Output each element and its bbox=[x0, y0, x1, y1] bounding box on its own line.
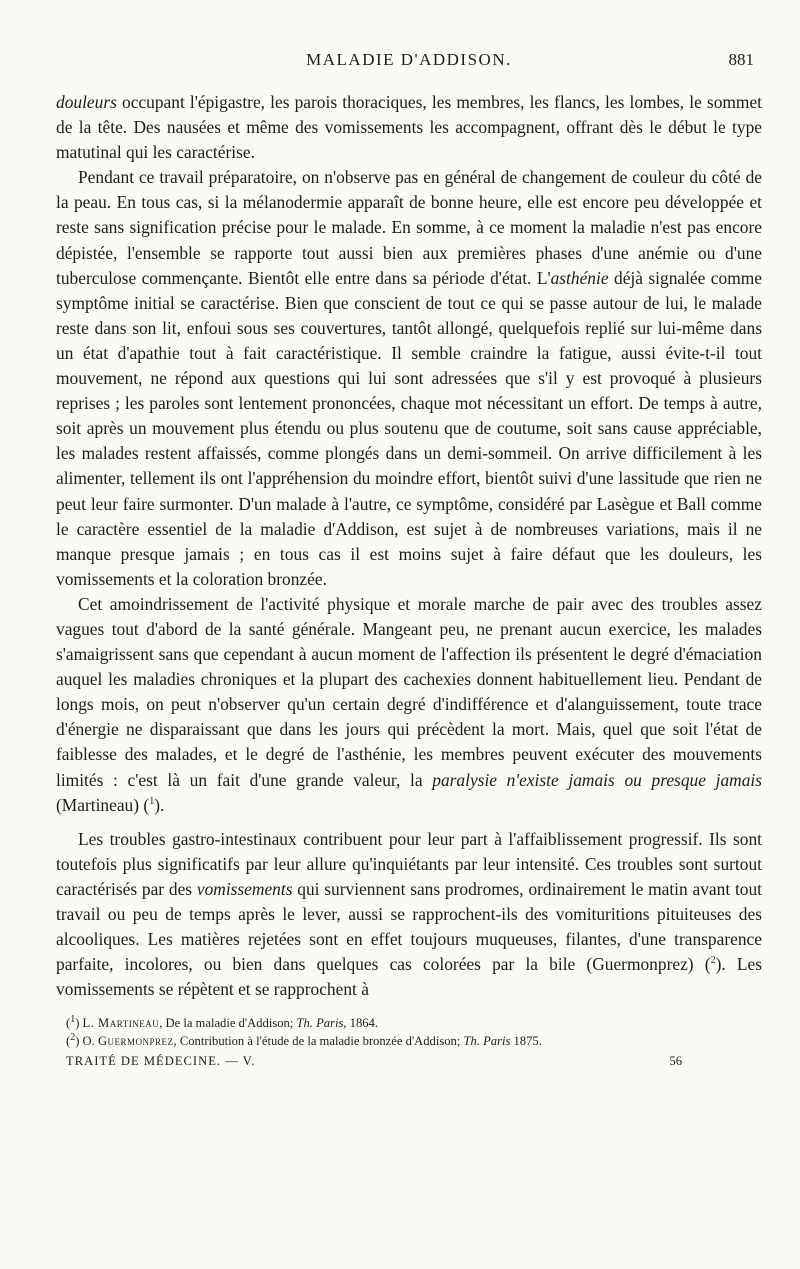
text-segment: L. Martineau bbox=[82, 1016, 160, 1031]
text-segment: ). bbox=[154, 794, 165, 815]
paragraph bbox=[56, 90, 762, 165]
text-segment: Pendant ce travail préparatoire, on n'observe pas en général de changement de couleur du côté de la peau. En tous cas, si la mélanodermie apparaît de bonne heure, elle est encore peu développée et reste sans signification précise pour le malade. En somme, à ce moment la maladie n'est pas encore dépistée, l'ensemble se rapporte tout aussi bien aux premières phases d'une anémie ou d'une tuberculose commençante. Bientôt elle entre dans sa période d'état. L' bbox=[56, 167, 762, 288]
footnote bbox=[56, 1032, 762, 1050]
paragraph bbox=[56, 165, 762, 592]
text-segment: Cet amoindrissement de l'activité physique et morale marche de pair avec des troubles assez vagues tout d'abord de la santé générale. Mangeant peu, ne prenant aucun exercice, les malades s'amaigrissent sans que cependant à aucun moment de l'affection ils présentent le degré d'émaciation auquel les maladies chroniques et la plupart des cachexies donnent habituellement lieu. Pendant de longs mois, on peut n'observer qu'un certain degré d'indifférence et d'alanguissement, toute trace d'énergie ne disparaissant que dans les jours qui précèdent la mort. Mais, quel que soit l'état de faiblesse des malades, et le degré de l'asthénie, les membres peuvent exécuter des mouvements limités : c'est là un fait d'une grande valeur, la bbox=[56, 593, 762, 790]
text-segment: , De la maladie d'Addison; bbox=[159, 1016, 297, 1031]
footnotes bbox=[56, 1014, 762, 1050]
text-segment: (Martineau) ( bbox=[56, 794, 150, 815]
footnote-ref: 1 bbox=[70, 1014, 76, 1026]
text-segment: , Contribution à l'étude de la maladie bronzée d'Addison; bbox=[173, 1034, 464, 1049]
footnote-ref: 2 bbox=[70, 1032, 76, 1044]
text-segment: vomissements bbox=[196, 878, 293, 899]
text-segment: Les troubles gastro-intestinaux contribuent pour leur part à l'affaiblissement progressif. Ils sont toutefois plus significatifs par leur allure qu'inquiétants par leur intensité. Ces troubles sont surtout caractérisés par des bbox=[56, 828, 762, 899]
page-number: 881 bbox=[728, 50, 754, 69]
signature-mark: TRAITÉ DE MÉDECINE. — V. bbox=[66, 1054, 256, 1069]
signature-number: 56 bbox=[669, 1054, 682, 1069]
text-segment: , 1864. bbox=[343, 1016, 378, 1031]
body-text bbox=[56, 90, 762, 1002]
text-segment: 1875. bbox=[510, 1034, 542, 1049]
text-segment: paralysie n'existe jamais ou presque jamais bbox=[432, 769, 763, 790]
text-segment: Th. Paris bbox=[463, 1034, 511, 1049]
running-title: MALADIE D'ADDISON. bbox=[306, 50, 512, 69]
paragraph bbox=[56, 827, 762, 1003]
text-segment: Th. Paris bbox=[296, 1016, 344, 1031]
text-segment: ) O. bbox=[75, 1034, 98, 1049]
footnote-ref: 2 bbox=[710, 955, 716, 967]
text-segment: ). Les vomissements se répètent et se rapprochent à bbox=[56, 954, 762, 1000]
paragraph bbox=[56, 592, 762, 818]
text-segment: douleurs bbox=[56, 92, 117, 112]
printer-signature bbox=[56, 1054, 762, 1074]
footnote bbox=[56, 1014, 762, 1032]
text-segment: déjà signalée comme symptôme initial se caractérise. Bien que conscient de tout ce qui se passe autour de lui, le malade reste dans son lit, enfoui sous ses couvertures, tantôt allongé, quelquefois replié sur lui-même dans un état d'apathie tout à fait caractéristique. Il semble craindre la fatigue, aussi évite-t-il tout mouvement, ne répond aux questions qui lui sont adressées que s'il y est provoqué à plusieurs reprises ; les paroles sont lentement prononcées, chaque mot nécessitant un effort. De temps à autre, soit après un mouvement plus étendu ou plus soutenu que de coutume, soit sans cause appréciable, les malades restent affaissés, comme plongés dans un demi-sommeil. On arrive difficilement à les alimenter, tellement ils ont l'appréhension du moindre effort, bientôt suivi d'une lassitude que rien ne peut leur faire surmonter. D'un malade à l'autre, ce symptôme, considéré par Lasègue et Ball comme le caractère essentiel de la maladie d'Addison, est sujet à de nombreuses variations, mais il ne manque presque jamais ; en tous cas il est moins sujet à faire défaut que les douleurs, les vomissements et la coloration bronzée. bbox=[56, 267, 762, 589]
text-segment: asthénie bbox=[550, 267, 609, 288]
text-segment: ( bbox=[66, 1034, 71, 1049]
footnote-ref: 1 bbox=[149, 795, 155, 807]
text-segment: occupant l'épigastre, les parois thoraciques, les membres, les flancs, les lombes, le sommet de la tête. Des nausées et même des vomissements les accompagnent, offrant dès le début le type matutinal qui les caractérise. bbox=[56, 92, 762, 163]
text-segment: Guermonprez bbox=[97, 1034, 174, 1049]
text-segment: qui surviennent sans prodromes, ordinairement le matin avant tout travail ou peu de temps après le lever, aussi se rapprochent-ils des vomituritions pituiteuses des alcooliques. Les matières rejetées sont en effet toujours muqueuses, filantes, d'une transparence parfaite, incolores, ou bien dans quelques cas colorées par la bile (Guermonprez) ( bbox=[56, 878, 762, 975]
text-segment: ) bbox=[75, 1016, 83, 1031]
text-segment: ( bbox=[66, 1016, 71, 1031]
page-header bbox=[56, 50, 762, 80]
